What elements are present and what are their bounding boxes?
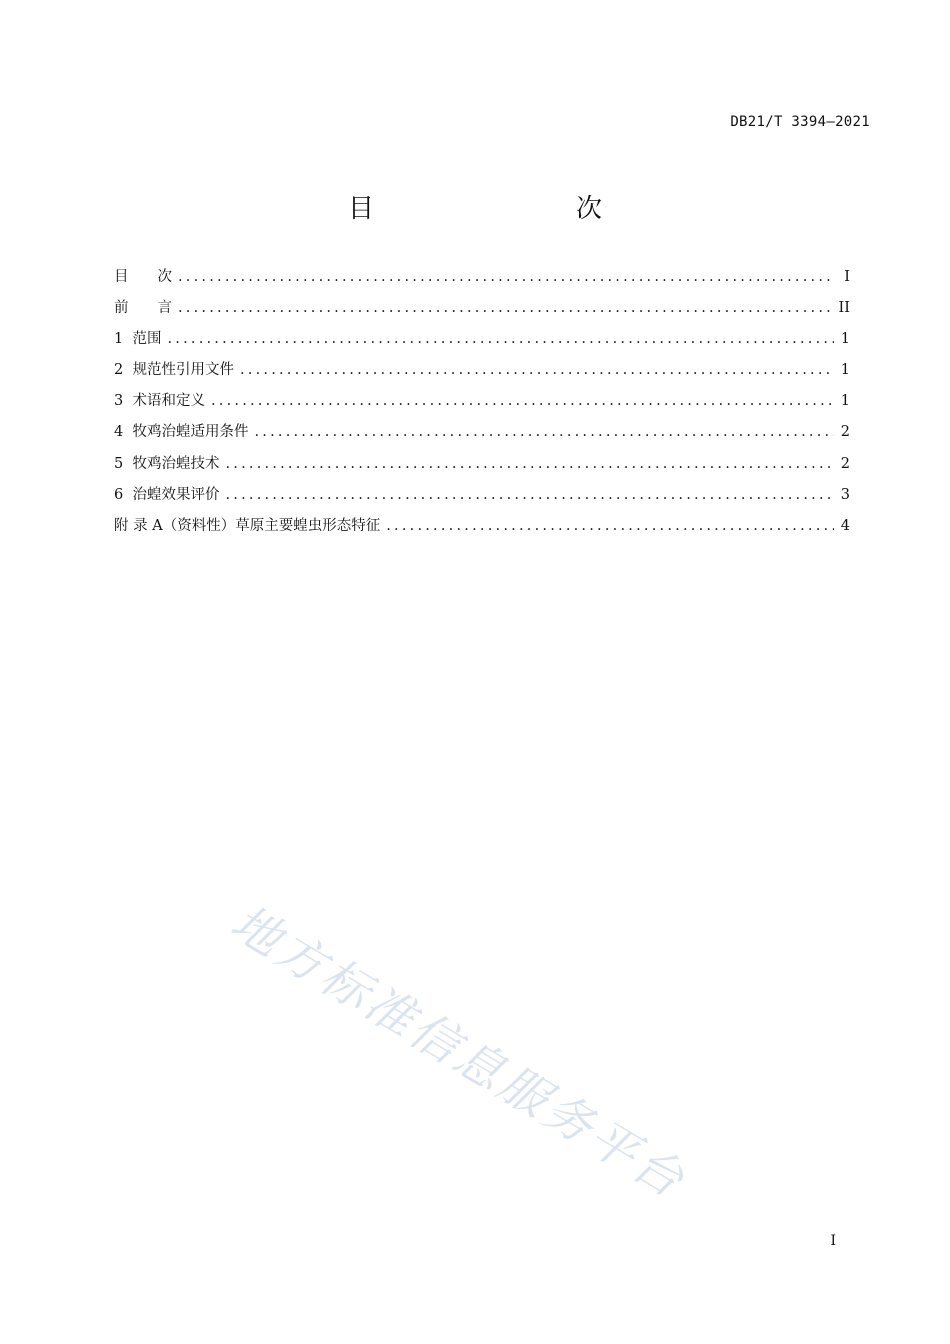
toc-entry-normative-references[interactable]: [114, 358, 850, 389]
toc-leader-dots: [254, 424, 834, 440]
toc-entry-label: 4 牧鸡治蝗适用条件: [114, 424, 249, 441]
toc-entry-label: 附 录 A（资料性）草原主要蝗虫形态特征: [114, 517, 381, 534]
toc-leader-dots: [225, 487, 834, 503]
toc-entry-appendix-a[interactable]: [114, 514, 850, 545]
toc-entry-label: 目 次: [114, 269, 172, 285]
page-title: 目 次: [347, 194, 652, 224]
toc-entry-label: 前 言: [114, 300, 172, 317]
toc-entry-label: 1 范围: [114, 331, 162, 348]
toc-entry-page: 1: [840, 393, 850, 410]
toc-entry-page: 2: [840, 424, 850, 441]
table-of-contents: [114, 265, 850, 545]
toc-entry-page: 1: [840, 362, 850, 379]
watermark: 地方标准信息服务平台: [221, 894, 696, 1211]
toc-entry-contents[interactable]: [114, 265, 850, 296]
toc-leader-dots: [178, 269, 834, 285]
toc-entry-foreword[interactable]: [114, 296, 850, 327]
toc-leader-dots: [211, 393, 834, 409]
toc-leader-dots: [178, 300, 833, 316]
toc-leader-dots: [167, 331, 834, 347]
toc-entry-scope[interactable]: [114, 327, 850, 358]
footer-page-number: I: [830, 1233, 836, 1249]
toc-leader-dots: [240, 362, 834, 378]
standard-code: DB21/T 3394—2021: [730, 114, 870, 130]
toc-entry-label: 6 治蝗效果评价: [114, 486, 220, 503]
toc-entry-label: 2 规范性引用文件: [114, 362, 234, 379]
toc-entry-page: 4: [840, 517, 850, 534]
toc-entry-page: 1: [840, 331, 850, 348]
toc-entry-label: 5 牧鸡治蝗技术: [114, 455, 220, 472]
toc-entry-applicable-conditions[interactable]: [114, 420, 850, 451]
toc-entry-page: 3: [840, 486, 850, 503]
toc-entry-page: II: [838, 300, 850, 317]
toc-leader-dots: [386, 518, 834, 534]
toc-entry-effect-evaluation[interactable]: [114, 483, 850, 514]
toc-entry-page: 2: [840, 455, 850, 472]
toc-entry-label: 3 术语和定义: [114, 393, 205, 410]
toc-entry-technique[interactable]: [114, 452, 850, 483]
toc-entry-terms-definitions[interactable]: [114, 389, 850, 420]
toc-leader-dots: [225, 456, 834, 472]
toc-entry-page: I: [844, 269, 850, 285]
